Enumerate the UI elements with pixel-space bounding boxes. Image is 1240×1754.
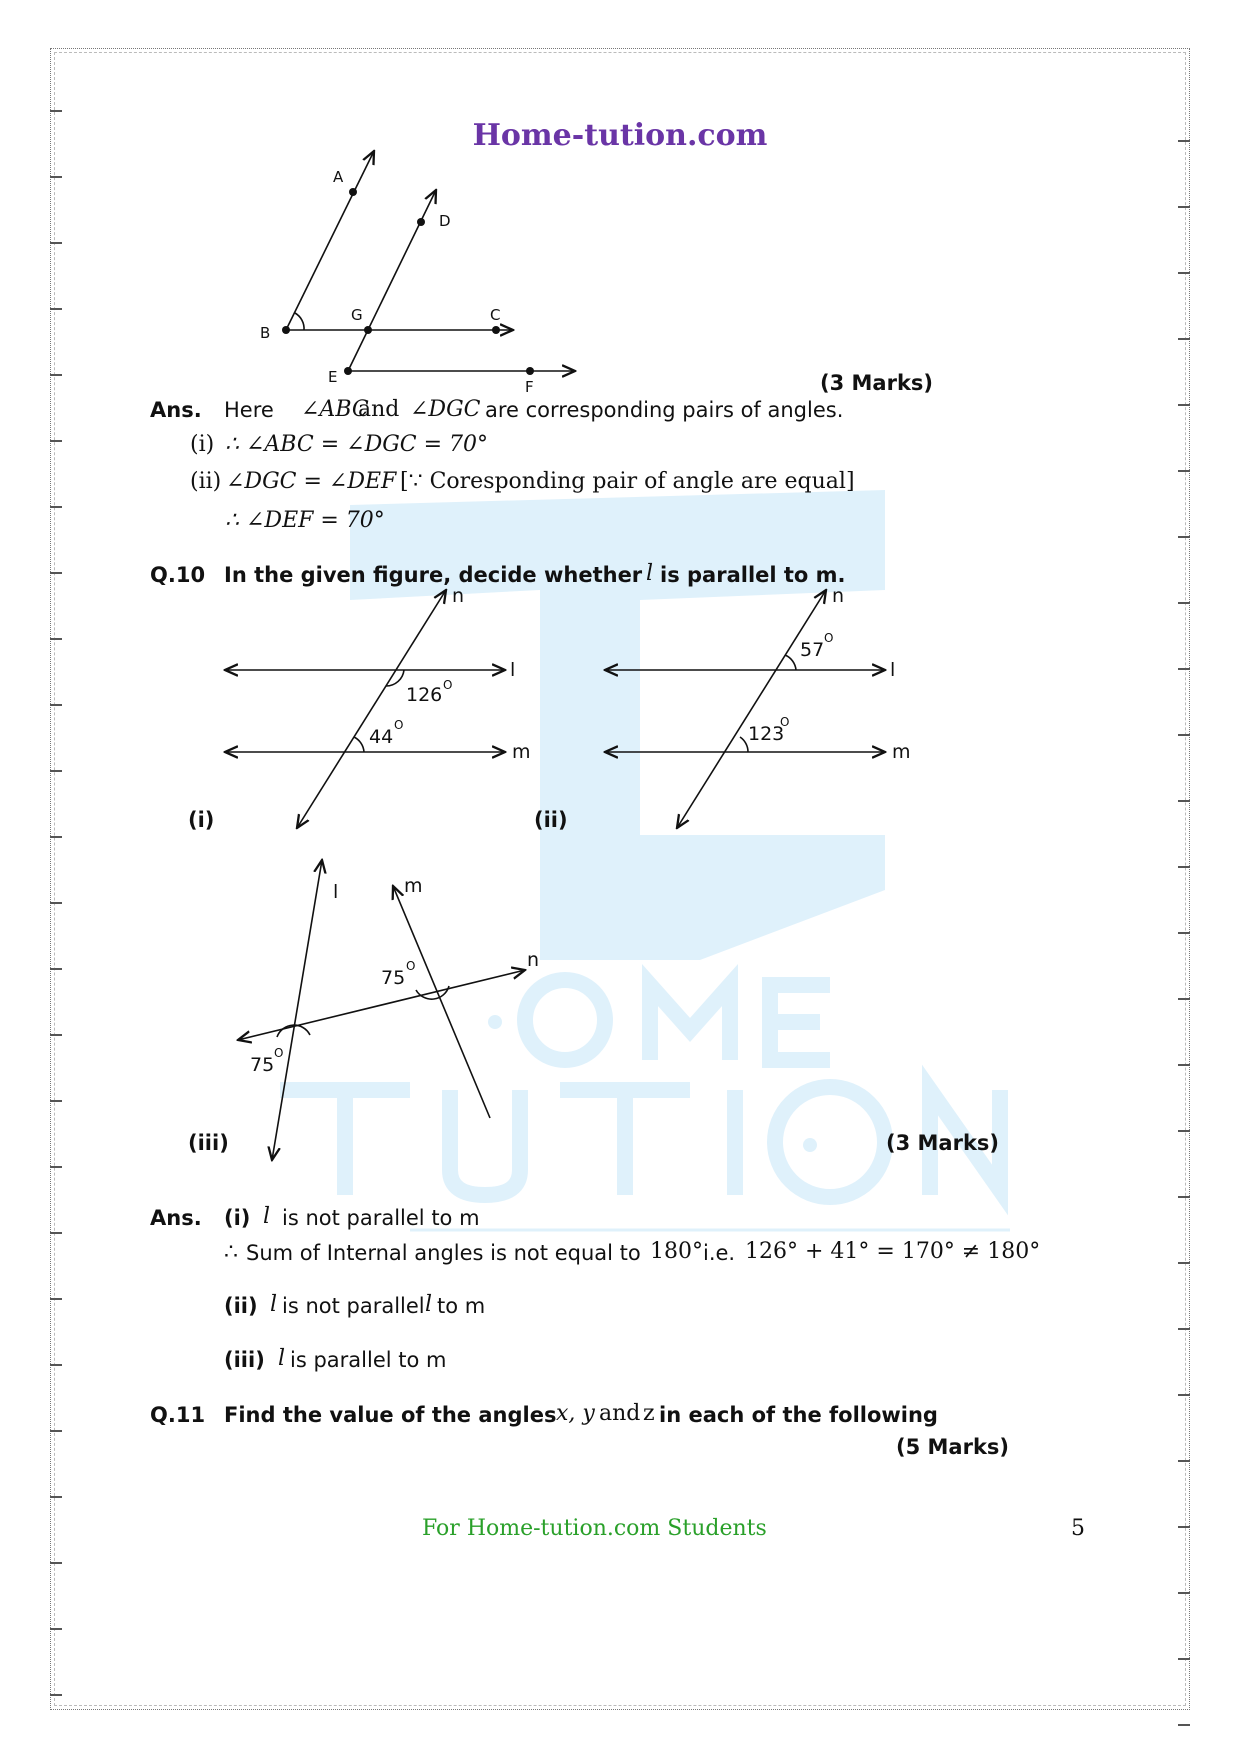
ans10-num-ii: (ii) [224, 1294, 258, 1318]
ans10-var-ii-a: l [270, 1292, 278, 1317]
question-number-q10: Q.10 [150, 563, 206, 587]
ans9-num-ii: (ii) [190, 469, 222, 494]
ans10-therefore: ∴ [224, 1240, 238, 1265]
fig-i-angle-44: 44 [369, 726, 394, 748]
fig-ii-deg-57: O [824, 631, 834, 645]
ans10-num-iii: (iii) [224, 1348, 265, 1372]
label-c: C [490, 306, 501, 324]
ans9-num-i: (i) [190, 432, 215, 457]
fig-ii-label-m: m [892, 741, 911, 763]
ans10-text-ii-b: to m [437, 1294, 486, 1318]
brand-title[interactable]: Home-tution.com [472, 118, 768, 153]
ans9-and: and [358, 397, 400, 422]
ans-label-q10: Ans. [150, 1206, 202, 1230]
ans9-angle-dgc: ∠DGC [410, 397, 481, 422]
fig-iii-label-l: l [333, 881, 339, 903]
ans9-angle-abc: ∠ABC [301, 397, 369, 422]
marks-q10: (3 Marks) [886, 1131, 1000, 1155]
q10-text-post: is parallel to m. [660, 563, 846, 587]
fig-iii-label-m: m [404, 875, 423, 897]
fig-i-label-m: m [512, 741, 531, 763]
fig-iii-angle-bottom: 75 [250, 1054, 275, 1076]
fig-iii-deg-bottom: O [274, 1046, 284, 1060]
ans10-var-ii-b: l [425, 1292, 433, 1317]
label-d: D [439, 212, 451, 230]
ans9-eq-final: ∴ ∠DEF = 70° [225, 508, 385, 533]
ans10-val-180: 180° [650, 1239, 703, 1264]
fig-ii-angle-123: 123 [748, 723, 785, 745]
marks-q11: (5 Marks) [896, 1435, 1010, 1459]
label-b: B [260, 324, 271, 342]
q11-and: and [599, 1401, 641, 1426]
ans-label-q9: Ans. [150, 398, 202, 422]
ans10-text-i: is not parallel to m [282, 1206, 480, 1230]
ans10-var-iii: l [278, 1346, 286, 1371]
ans9-eq-ii: ∠DGC = ∠DEF [226, 469, 397, 494]
label-f: F [525, 378, 534, 396]
fig-iii-label-n: n [527, 949, 540, 971]
ans9-line1-pre: Here [224, 398, 274, 422]
fig-i-label-l: l [510, 659, 516, 681]
fig-ii-label-n: n [832, 585, 845, 607]
ans10-reason-i: Sum of Internal angles is not equal to [246, 1241, 641, 1265]
fig-i-angle-126: 126 [406, 684, 443, 706]
fig-iii-deg-top: O [406, 959, 416, 973]
ans10-sum-eq: 126° + 41° = 170° ≠ 180° [745, 1239, 1041, 1264]
q11-var-z: z [643, 1401, 655, 1426]
ans9-reason-ii: [∵ Coresponding pair of angle are equal] [400, 469, 855, 494]
fig-label-ii: (ii) [534, 808, 568, 832]
marks-q9: (3 Marks) [820, 371, 934, 395]
fig-ii-angle-57: 57 [800, 639, 825, 661]
ans10-text-iii: is parallel to m [290, 1348, 447, 1372]
footer-text[interactable]: For Home-tution.com Students [422, 1516, 767, 1541]
fig-ii-label-l: l [890, 659, 896, 681]
fig-iii-angle-top: 75 [381, 967, 406, 989]
fig-i-deg-126: O [443, 678, 453, 692]
ans10-ie: i.e. [703, 1241, 736, 1265]
ans9-eq-i: ∴ ∠ABC = ∠DGC = 70° [225, 432, 489, 457]
fig-ii-deg-123: O [780, 715, 790, 729]
q11-text-pre: Find the value of the angles [224, 1403, 557, 1427]
label-a: A [333, 168, 344, 186]
ans10-var-i: l [263, 1204, 271, 1229]
fig-i-label-n: n [452, 585, 465, 607]
ans10-num-i: (i) [224, 1206, 251, 1230]
fig-label-i: (i) [188, 808, 215, 832]
q10-text-pre: In the given figure, decide whether [224, 563, 643, 587]
q10-var-l: l [646, 561, 654, 586]
fig-i-deg-44: O [394, 718, 404, 732]
label-g: G [351, 306, 363, 324]
question-number-q11: Q.11 [150, 1403, 206, 1427]
q11-vars-xy: x, y [556, 1401, 595, 1426]
label-e: E [328, 368, 338, 386]
fig-label-iii: (iii) [188, 1131, 229, 1155]
q11-text-post: in each of the following [659, 1403, 938, 1427]
ans9-line1-post: are corresponding pairs of angles. [485, 398, 844, 422]
page-number: 5 [1071, 1516, 1085, 1541]
ans10-text-ii-a: is not parallel [282, 1294, 425, 1318]
